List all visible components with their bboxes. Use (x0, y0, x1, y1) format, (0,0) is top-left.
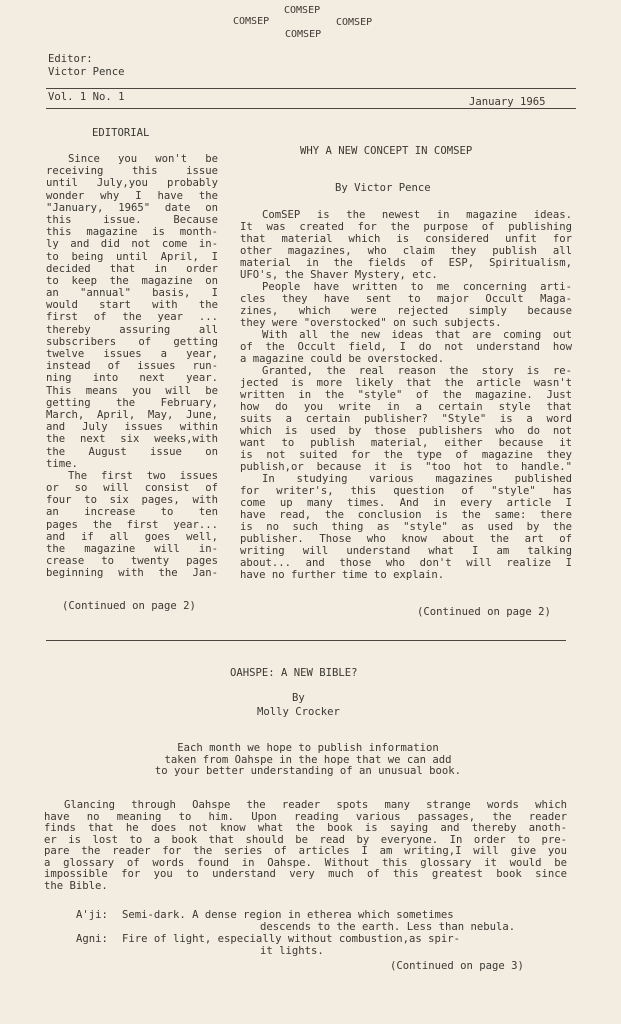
oahspe-author: Molly Crocker (257, 706, 340, 718)
article-line: zines, which were rejected simply because (240, 305, 572, 317)
glossary-entry (76, 910, 526, 933)
oahspe-body-line: finds that he does not know what the book is saying and thereby anoth- (44, 823, 567, 834)
editorial-line: pages the first year... (46, 518, 218, 531)
oahspe-intro-line: to your better understanding of an unusual book. (154, 766, 462, 777)
editorial-line: crease to twenty pages (46, 555, 218, 568)
article-line: is no such thing as "style" as used by the (240, 521, 572, 533)
editorial-line: instead of issues run- (46, 360, 218, 373)
article-line: of the Occult field, I do not understand how (240, 341, 572, 353)
editorial-line: Since you won't be (68, 153, 218, 165)
article-line: about... and those who don't will realize I (240, 557, 572, 569)
oahspe-glossary (76, 910, 526, 958)
masthead-bottom: COMSEP (285, 29, 322, 40)
article-heading: WHY A NEW CONCEPT IN COMSEP (300, 145, 473, 157)
article-line: writing will understand what I am talking (240, 545, 572, 557)
editorial-line: an increase to ten (46, 506, 218, 519)
editorial-heading: EDITORIAL (92, 127, 150, 139)
editorial-line: beginning with the Jan- (46, 567, 218, 580)
article-line: is not suited for the type of magazine they (240, 449, 572, 461)
editorial-line: an "annual" basis, I (46, 287, 218, 300)
article-line: publish,or because it is "too hot to handle." (240, 461, 572, 473)
oahspe-intro-line: taken from Oahspe in the hope that we can add (164, 754, 452, 766)
article-line: written in the "style" of the magazine. Just (240, 389, 572, 401)
editorial-line: March, April, May, June, (46, 408, 218, 421)
article-line: Granted, the real reason the story is re- (262, 365, 572, 377)
editorial-line: getting the February, (46, 396, 218, 409)
editorial-line: The first two issues (68, 469, 218, 482)
volume-number: Vol. 1 No. 1 (48, 91, 125, 103)
editor-label: Editor: (48, 53, 93, 65)
editorial-line: ly and did not come in- (46, 238, 218, 251)
article-line: how do you write in a certain style that (240, 401, 572, 413)
editorial-line: receiving this issue (46, 165, 218, 178)
article-line: In studying various magazines published (262, 473, 572, 485)
editorial-line: first of the year ... (46, 311, 218, 324)
article-line: have read, the conclusion is the same: there (240, 509, 572, 521)
glossary-entry (76, 934, 526, 957)
article-continued: (Continued on page 2) (417, 606, 551, 618)
article-line: ComSEP is the newest in magazine ideas. (262, 209, 572, 221)
article-line: material in the fields of ESP, Spiritualism, (240, 257, 572, 269)
editorial-line: thereby assuring all (46, 323, 218, 336)
editorial-line: would start with the (46, 299, 218, 312)
masthead-top: COMSEP (284, 5, 321, 16)
article-line: suits a certain publisher? "Style" is a word (240, 413, 572, 425)
article-line: People have written to me concerning arti- (262, 281, 572, 293)
editorial-line: four to six pages, with (46, 494, 218, 507)
header-rule-bottom (46, 108, 576, 109)
oahspe-intro (128, 743, 488, 778)
glossary-definition-line: Semi-dark. A dense region in etherea which sometimes (122, 910, 454, 921)
editorial-line: or so will consist of (46, 482, 218, 495)
editorial-line: This means you will be (46, 384, 218, 397)
article-body (240, 209, 572, 581)
editorial-continued: (Continued on page 2) (62, 600, 196, 612)
editorial-line: time. (46, 457, 78, 470)
article-line: other magazines, who claim they publish all (240, 245, 572, 257)
article-line: cles they have sent to major Occult Maga- (240, 293, 572, 305)
editorial-line: to being until April, I (46, 250, 218, 263)
glossary-definition-line: Fire of light, especially without combustion,as spir- (122, 934, 461, 945)
glossary-term: Agni: (76, 934, 108, 945)
article-line: they were "overstocked" on such subjects. (240, 317, 502, 329)
oahspe-body-line: have no meaning to him. Upon reading various passages, the reader (44, 811, 567, 823)
article-line: come up many times. And in every article I (240, 497, 572, 509)
oahspe-intro-line: Each month we hope to publish information (177, 743, 439, 754)
article-line: a magazine could be overstocked. (240, 353, 445, 365)
article-line: It was created for the purpose of publishing (240, 221, 572, 233)
article-line: publisher. Those who know about the art of (240, 533, 572, 545)
editorial-body (46, 153, 218, 580)
masthead-right: COMSEP (336, 17, 373, 28)
glossary-definition-line: it lights. (260, 945, 324, 957)
editorial-line: and July issues within (46, 421, 218, 434)
editorial-line: to keep the magazine on (46, 274, 218, 287)
article-line: which is used by those publishers who do not (240, 425, 572, 437)
editorial-line: until July,you probably (46, 177, 218, 190)
article-line: jected is more likely that the article wasn't (240, 377, 572, 389)
oahspe-body-line: a glossary of words found in Oahspe. Without this glossary it would be (44, 857, 567, 869)
editor-name: Victor Pence (48, 66, 125, 78)
masthead-left: COMSEP (233, 16, 270, 27)
oahspe-body (44, 800, 567, 892)
editorial-line: this magazine is month- (46, 226, 218, 239)
oahspe-continued: (Continued on page 3) (390, 960, 524, 972)
issue-date: January 1965 (469, 96, 546, 108)
editorial-line: twelve issues a year, (46, 348, 218, 360)
article-line: want to publish material, either because it (240, 437, 572, 449)
editorial-line: "January, 1965" date on (46, 201, 218, 214)
article-line: With all the new ideas that are coming out (262, 329, 572, 341)
editorial-line: wonder why I have the (46, 189, 218, 202)
editorial-line: the next six weeks,with (46, 433, 218, 446)
editorial-line: decided that in order (46, 262, 218, 275)
oahspe-body-line: pare the reader for the series of articles I am writing,I will give you (44, 846, 567, 857)
editorial-line: this issue. Because (46, 213, 218, 226)
article-byline: By Victor Pence (335, 182, 431, 194)
oahspe-body-line: Glancing through Oahspe the reader spots many strange words which (64, 800, 567, 811)
article-line: have no further time to explain. (240, 569, 445, 581)
oahspe-body-line: er is lost to a book that should be read by everyone. In order to pre- (44, 834, 567, 846)
editorial-line: the magazine will in- (46, 543, 218, 555)
section-divider (46, 640, 566, 641)
oahspe-body-line: impossible for you to understand very much of this greatest book since (44, 869, 567, 880)
oahspe-by: By (292, 692, 305, 704)
article-line: for writer's, this question of "style" has (240, 485, 572, 497)
article-line: that material which is considered unfit for (240, 233, 572, 245)
editorial-line: and if all goes well, (46, 530, 218, 543)
editorial-line: the August issue on (46, 445, 218, 458)
header-rule-top (46, 88, 576, 89)
oahspe-body-line: the Bible. (44, 880, 108, 892)
editorial-line: subscribers of getting (46, 335, 218, 348)
editorial-line: ning into next year. (46, 372, 218, 385)
glossary-definition-line: descends to the earth. Less than nebula. (260, 921, 516, 933)
oahspe-heading: OAHSPE: A NEW BIBLE? (230, 667, 358, 679)
article-line: UFO's, the Shaver Mystery, etc. (240, 269, 438, 281)
glossary-term: A'ji: (76, 910, 108, 921)
